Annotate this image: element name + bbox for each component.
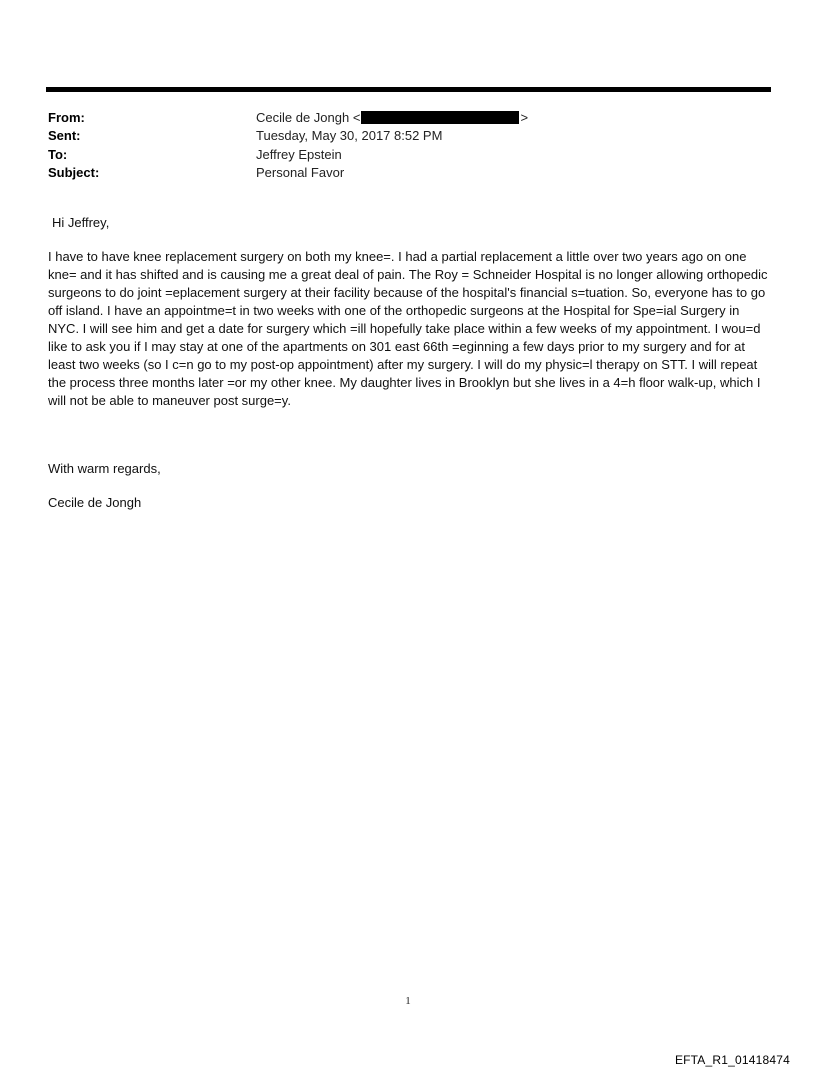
to-row: [48, 145, 748, 164]
body-paragraph: I have to have knee replacement surgery on both my knee=. I had a partial replacement a little over two years ago on one kne= and it has shifted and is causing me a great deal of pain. The Roy = Schneider Hospital is no longer allowing orthopedic surgeons to do joint =eplacement surgery at their facility because of the hospital's financial s=tuation. So, everyone has to go off island. I have an appointme=t in two weeks with one of the orthopedic surgeons at the Hospital for Spe=ial Surgery in NYC. I will see him and get a date for surgery which =ill hopefully take place within a few weeks of my appointment. I wou=d like to ask you if I may stay at one of the apartments on 301 east 66th =eginning a few days prior to my surgery and for at least two weeks (so I c=n go to my post-op appointment) after my surgery. I will do my physic=l therapy on STT. I will repeat the process three months later =or my other knee. My daughter lives in Brooklyn but she lives in a 4=h floor walk-up, which I will not be able to maneuver post surge=y.: [48, 249, 768, 408]
closing: With warm regards,: [48, 461, 161, 476]
redaction-block: [361, 111, 519, 124]
signature: Cecile de Jongh: [48, 495, 142, 510]
sent-value: Tuesday, May 30, 2017 8:52 PM: [256, 128, 443, 144]
email-header: [48, 108, 748, 182]
sent-label: Sent:: [48, 128, 81, 144]
greeting: Hi Jeffrey,: [52, 215, 110, 230]
subject-row: [48, 164, 748, 183]
document-id: EFTA_R1_01418474: [674, 1053, 790, 1067]
subject-value: Personal Favor: [256, 165, 345, 181]
from-name: Cecile de Jongh <: [256, 109, 361, 125]
from-value: [256, 110, 528, 125]
subject-label: Subject:: [48, 165, 100, 181]
sent-row: [48, 127, 748, 146]
from-label: From:: [48, 109, 85, 125]
from-row: [48, 108, 748, 127]
header-rule: [46, 87, 771, 92]
from-close: >: [520, 109, 529, 125]
page-number: 1: [405, 995, 411, 1007]
to-value: Jeffrey Epstein: [256, 146, 342, 162]
email-body: [48, 214, 772, 512]
to-label: To:: [48, 146, 68, 162]
